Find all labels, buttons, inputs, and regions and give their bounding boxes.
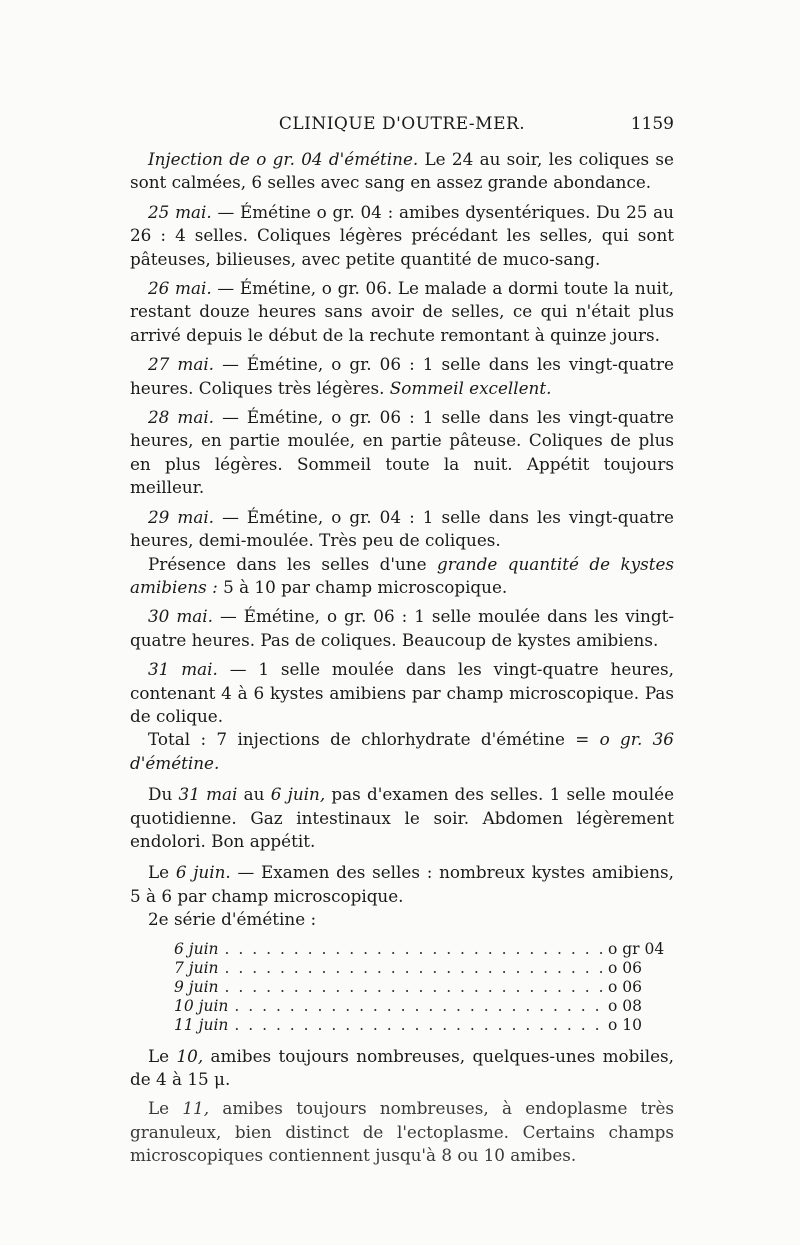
- italic-total: o gr. 36 d'émétine.: [130, 729, 674, 773]
- italic-date: 10,: [176, 1045, 204, 1066]
- paragraph-lead: Présence dans les selles d'une: [148, 553, 438, 574]
- dose-row: [174, 997, 674, 1016]
- dose-row: [174, 959, 674, 978]
- paragraph-31-mai: [130, 658, 674, 728]
- paragraph-29-mai: [130, 506, 674, 553]
- paragraph-28-mai: [130, 406, 674, 500]
- paragraph-31-mai-6-juin: [130, 783, 674, 853]
- date-label: 31 mai.: [148, 659, 218, 680]
- page-number: 1159: [630, 114, 674, 134]
- date-label: 28 mai.: [148, 407, 215, 428]
- dot-leader: [234, 997, 602, 1016]
- dose-date: 7 juin: [174, 958, 219, 977]
- italic-note: Sommeil excellent.: [389, 377, 552, 398]
- date-label: 26 mai.: [148, 278, 212, 299]
- paragraph-lead: Le: [148, 1045, 177, 1066]
- dot-leader: [225, 978, 602, 997]
- dot-leader: [234, 1016, 602, 1035]
- paragraph-total: [130, 728, 674, 775]
- paragraph-text: pas d'examen des selles. 1 selle moulée quotidienne. Gaz intestinaux le soir. Abdomen légèrement endolori. Bon appétit.: [130, 784, 675, 851]
- dose-value: o 06: [608, 977, 642, 996]
- running-title: CLINIQUE D'OUTRE-MER.: [278, 114, 526, 134]
- dose-row: [174, 978, 674, 997]
- dose-value: o 08: [608, 996, 642, 1015]
- paragraph-25-mai: [130, 201, 674, 271]
- paragraph-le-11: [130, 1097, 674, 1167]
- paragraph-le-10: [130, 1045, 674, 1092]
- paragraph-26-mai: [130, 277, 674, 347]
- paragraph-label: Injection de o gr. 04 d'émétine.: [148, 149, 419, 169]
- dose-table: [130, 940, 674, 1035]
- dot-leader: [225, 940, 602, 959]
- body-text: [130, 148, 674, 1174]
- paragraph-text: — Émétine, o gr. 06 : 1 selle dans les vingt-quatre heures. Coliques très légères.: [130, 354, 674, 398]
- dose-value: o 06: [608, 958, 642, 977]
- paragraph-text: — Émétine o gr. 04 : amibes dysentériques. Du 25 au 26 : 4 selles. Coliques légères précédant les selles, qui sont pâteuses, bilieuses, avec petite quantité de muco-sang.: [130, 201, 674, 269]
- paragraph-27-mai: [130, 353, 674, 400]
- page-header: [130, 114, 674, 138]
- dose-row: [174, 940, 674, 959]
- date-label: 30 mai.: [148, 606, 213, 627]
- dose-date: 11 juin: [174, 1015, 229, 1034]
- paragraph-lead: Le: [148, 862, 176, 883]
- italic-date: 6 juin.: [175, 862, 231, 883]
- paragraph-text: — Examen des selles : nombreux kystes amibiens, 5 à 6 par champ microscopique.: [130, 862, 674, 906]
- paragraph-lead: Total : 7 injections de chlorhydrate d'émétine =: [148, 729, 600, 750]
- italic-date: 11,: [182, 1098, 210, 1119]
- paragraph-injection: [130, 148, 674, 195]
- paragraph-text: — Émétine, o gr. 06 : 1 selle moulée dans les vingt-quatre heures. Pas de coliques. Beaucoup de kystes amibiens.: [130, 606, 675, 650]
- date-label: 27 mai.: [148, 354, 215, 375]
- italic-date: 6 juin,: [270, 784, 326, 805]
- dose-row: [174, 1016, 674, 1035]
- paragraph-lead: Le: [148, 1098, 183, 1119]
- dot-leader: [225, 959, 602, 978]
- paragraph-text: Le 24 au soir, les coliques se sont calmées, 6 selles avec sang en assez grande abondance.: [130, 149, 674, 193]
- paragraph-30-mai: [130, 605, 674, 652]
- paragraph-text: 5 à 10 par champ microscopique.: [217, 576, 508, 597]
- series-heading: [130, 908, 674, 931]
- italic-emphasis: grande quantité de kystes amibiens :: [130, 553, 675, 597]
- dose-date: 9 juin: [174, 977, 219, 996]
- paragraph-text: amibes toujours nombreuses, quelques-unes mobiles, de 4 à 15 μ.: [130, 1045, 674, 1089]
- series-heading-text: 2e série d'émétine :: [148, 909, 317, 930]
- date-label: 25 mai.: [148, 201, 212, 222]
- italic-date: 31 mai: [178, 784, 238, 805]
- paragraph-text: amibes toujours nombreuses, à endoplasme très granuleux, bien distinct de l'ectoplasme. Certains champs microscopiques contiennent jusqu'à 8 ou 10 amibes.: [130, 1098, 674, 1166]
- dose-value: o gr 04: [608, 939, 665, 958]
- date-label: 29 mai.: [148, 506, 215, 527]
- paragraph-text: — Émétine, o gr. 06 : 1 selle dans les vingt-quatre heures, en partie moulée, en partie pâteuse. Coliques de plus en plus légères. Sommeil toute la nuit. Appétit toujours meilleur.: [130, 407, 674, 498]
- paragraph-mid: au: [237, 784, 271, 805]
- paragraph-kystes: [130, 553, 674, 600]
- paragraph-text: — Émétine, o gr. 06. Le malade a dormi toute la nuit, restant douze heures sans avoir de selles, ce qui n'était plus arrivé depuis le début de la rechute remontant à quinze jours.: [130, 278, 674, 345]
- dose-date: 10 juin: [174, 996, 229, 1015]
- dose-value: o 10: [608, 1015, 642, 1034]
- paragraph-text: — Émétine, o gr. 04 : 1 selle dans les vingt-quatre heures, demi-moulée. Très peu de coliques.: [130, 506, 674, 551]
- dose-date: 6 juin: [174, 939, 219, 958]
- paragraph-lead: Du: [148, 784, 179, 805]
- paragraph-text: — 1 selle moulée dans les vingt-quatre heures, contenant 4 à 6 kystes amibiens par champ microscopique. Pas de colique.: [130, 659, 675, 726]
- paragraph-6-juin: [130, 861, 674, 908]
